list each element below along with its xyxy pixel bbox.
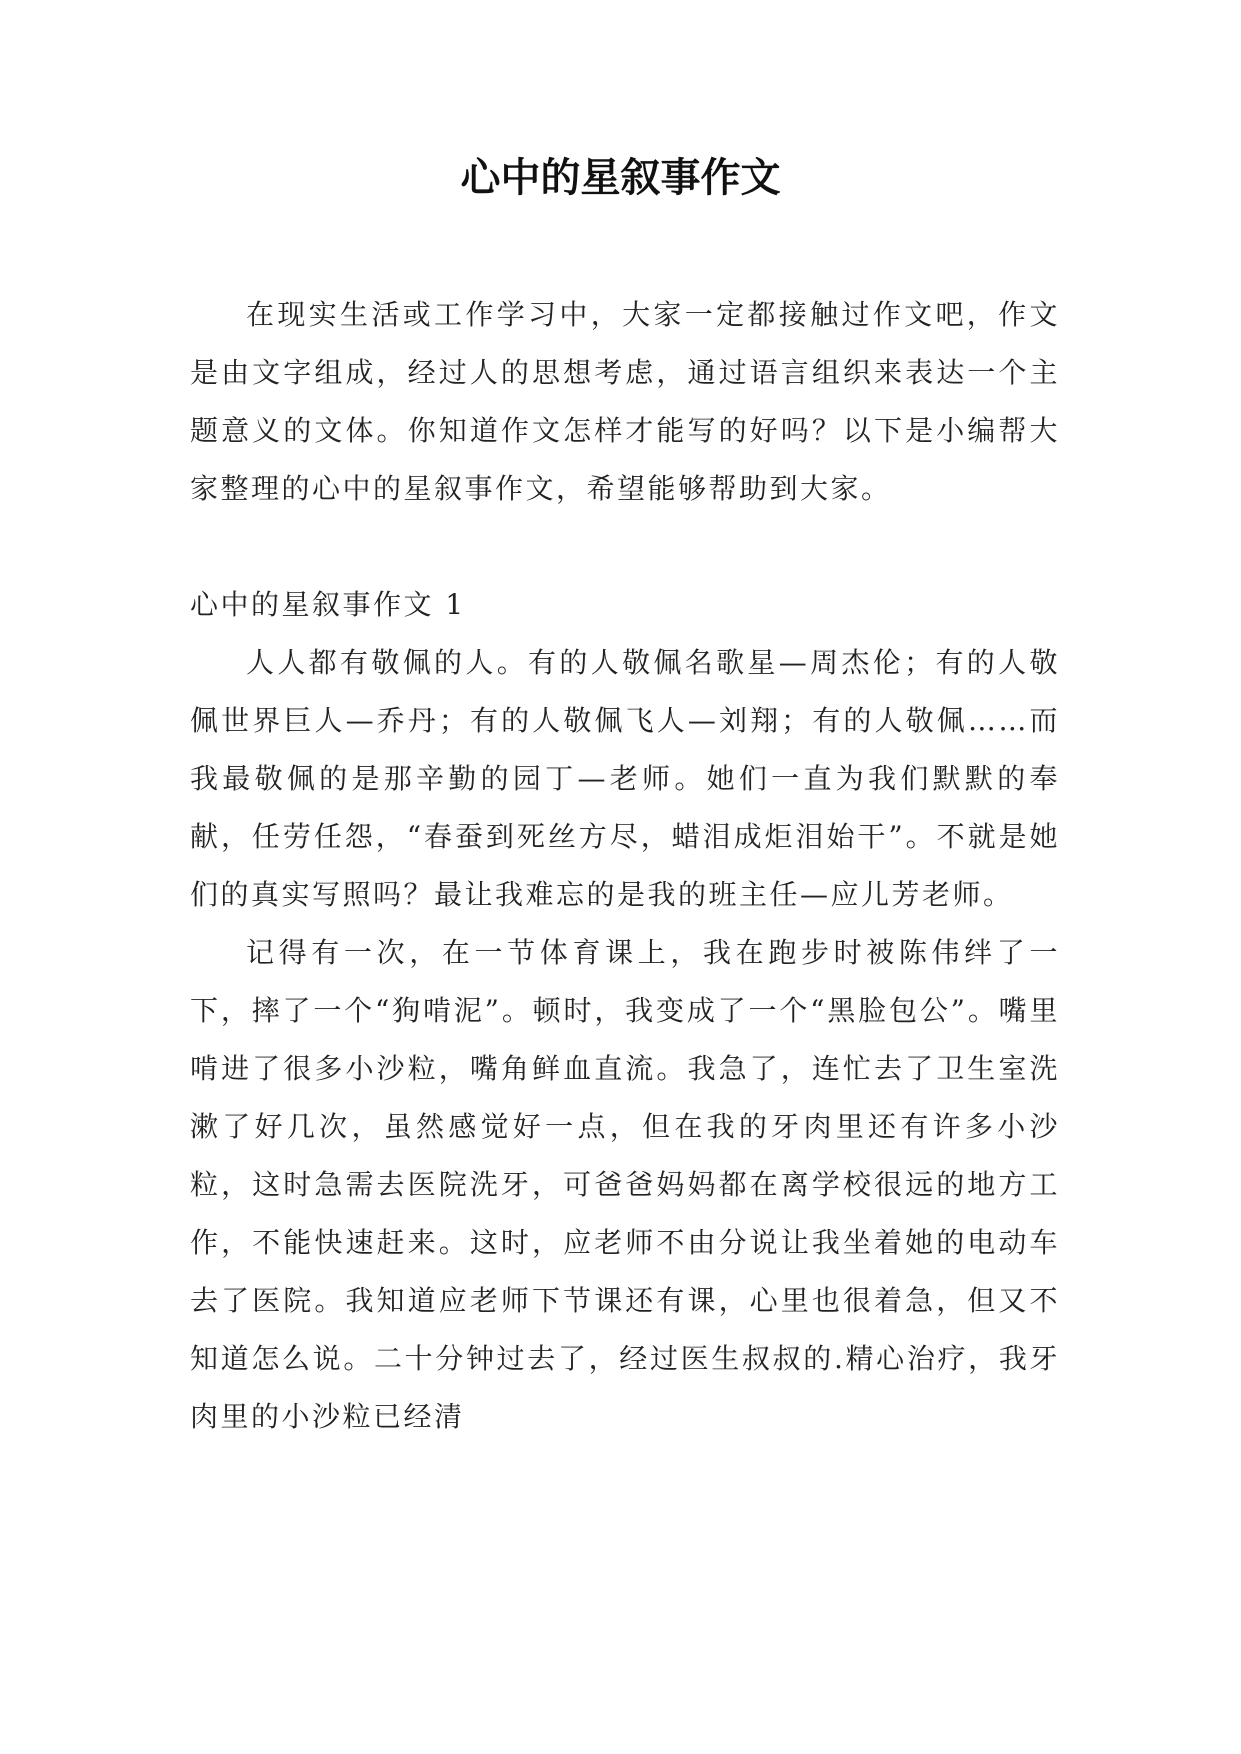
document-body bbox=[190, 286, 1060, 1446]
paragraph-gap bbox=[190, 518, 1060, 576]
body-paragraph-2: 记得有一次，在一节体育课上，我在跑步时被陈伟绊了一下，摔了一个“狗啃泥”。顿时，我变成了一个“黑脸包公”。嘴里啃进了很多小沙粒，嘴角鲜血直流。我急了，连忙去了卫生室洗漱了好几次，虽然感觉好一点，但在我的牙肉里还有许多小沙粒，这时急需去医院洗牙，可爸爸妈妈都在离学校很远的地方工作，不能快速赶来。这时，应老师不由分说让我坐着她的电动车去了医院。我知道应老师下节课还有课，心里也很着急，但又不知道怎么说。二十分钟过去了，经过医生叔叔的.精心治疗，我牙肉里的小沙粒已经清 bbox=[190, 936, 1060, 1433]
section-heading: 心中的星叙事作文 1 bbox=[190, 588, 466, 621]
document-title: 心中的星叙事作文 bbox=[460, 154, 781, 201]
intro-paragraph: 在现实生活或工作学习中，大家一定都接触过作文吧，作文是由文字组成，经过人的思想考虑，通过语言组织来表达一个主题意义的文体。你知道作文怎样才能写的好吗？以下是小编帮大家整理的心中的星叙事作文，希望能够帮助到大家。 bbox=[190, 298, 1060, 505]
body-paragraph-1: 人人都有敬佩的人。有的人敬佩名歌星—周杰伦；有的人敬佩世界巨人—乔丹；有的人敬佩飞人—刘翔；有的人敬佩……而我最敬佩的是那辛勤的园丁—老师。她们一直为我们默默的奉献，任劳任怨，“春蚕到死丝方尽，蜡泪成炬泪始干”。不就是她们的真实写照吗？最让我难忘的是我的班主任—应儿芳老师。 bbox=[190, 646, 1060, 911]
